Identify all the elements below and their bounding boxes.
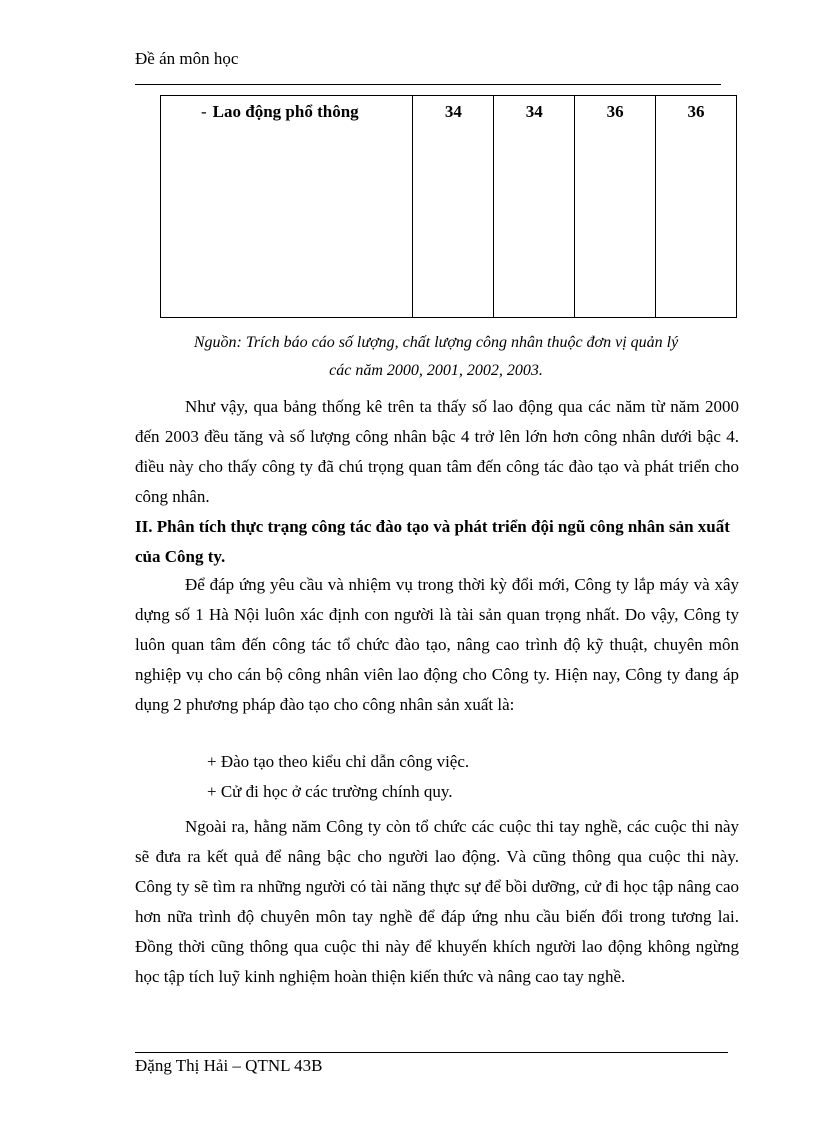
paragraph-training-intro-text: Để đáp ứng yêu cầu và nhiệm vụ trong thời kỳ đổi mới, Công ty lắp máy và xây dựng số 1 Hà Nội luôn xác định con người là tài sản quan trọng nhất. Do vậy, Công ty luôn quan tâm đến công tác tổ chức đào tạo, nâng cao trình độ kỹ thuật, chuyên môn nghiệp vụ cho cán bộ công nhân viên lao động cho Công ty. Hiện nay, Công ty đang áp dụng 2 phương pháp đào tạo cho công nhân sản xuất là:: [135, 575, 739, 714]
section-heading: II. Phân tích thực trạng công tác đào tạo và phát triển đội ngũ công nhân sản xuất của Công ty.: [135, 517, 730, 566]
paragraph-competitions: [135, 812, 739, 992]
footer-divider: [135, 1052, 728, 1053]
table-source-note: [135, 329, 737, 385]
value-cell-2001: 34: [494, 96, 575, 318]
value-cell-2000: 34: [413, 96, 494, 318]
paragraph-summary: [135, 392, 739, 512]
row-label-cell: [161, 96, 413, 318]
source-line-2: các năm 2000, 2001, 2002, 2003.: [329, 362, 543, 379]
paragraph-competitions-text: Ngoài ra, hằng năm Công ty còn tổ chức các cuộc thi tay nghề, các cuộc thi này sẽ đưa ra kết quả để nâng bậc cho người lao động. Và cũng thông qua cuộc thi này. Công ty sẽ tìm ra những người có tài năng thực sự để bồi dưỡng, cử đi học tập nâng cao hơn nữa trình độ chuyên môn tay nghề để đáp ứng nhu cầu biến đổi trong tương lai. Đồng thời cũng thông qua cuộc thi này để khuyến khích người lao động không ngừng học tập tích luỹ kinh nghiệm hoàn thiện kiến thức và nâng cao tay nghề.: [135, 817, 739, 986]
paragraph-training-intro: [135, 570, 739, 720]
source-line-1: Nguồn: Trích báo cáo số lượng, chất lượng công nhân thuộc đơn vị quản lý: [193, 334, 679, 351]
value-cell-2003: 36: [656, 96, 737, 318]
paragraph-summary-text: Như vậy, qua bảng thống kê trên ta thấy số lao động qua các năm từ năm 2000 đến 2003 đều tăng và số lượng công nhân bậc 4 trở lên lớn hơn công nhân dưới bậc 4. điều này cho thấy công ty đã chú trọng quan tâm đến công tác đào tạo và phát triển cho công nhân.: [135, 397, 739, 506]
page-footer-author: Đặng Thị Hải – QTNL 43B: [135, 1056, 323, 1075]
bullet-item: + Cử đi học ở các trường chính quy.: [207, 782, 453, 801]
row-label: Lao động phổ thông: [212, 102, 359, 121]
workforce-table: [160, 95, 737, 318]
value-cell-2002: 36: [575, 96, 656, 318]
bullet-item: + Đào tạo theo kiểu chỉ dẫn công việc.: [207, 752, 470, 771]
header-divider: [135, 84, 721, 85]
row-marker: -: [201, 102, 207, 121]
page-header-title: Đề án môn học: [135, 49, 239, 68]
table-row: [161, 96, 737, 318]
